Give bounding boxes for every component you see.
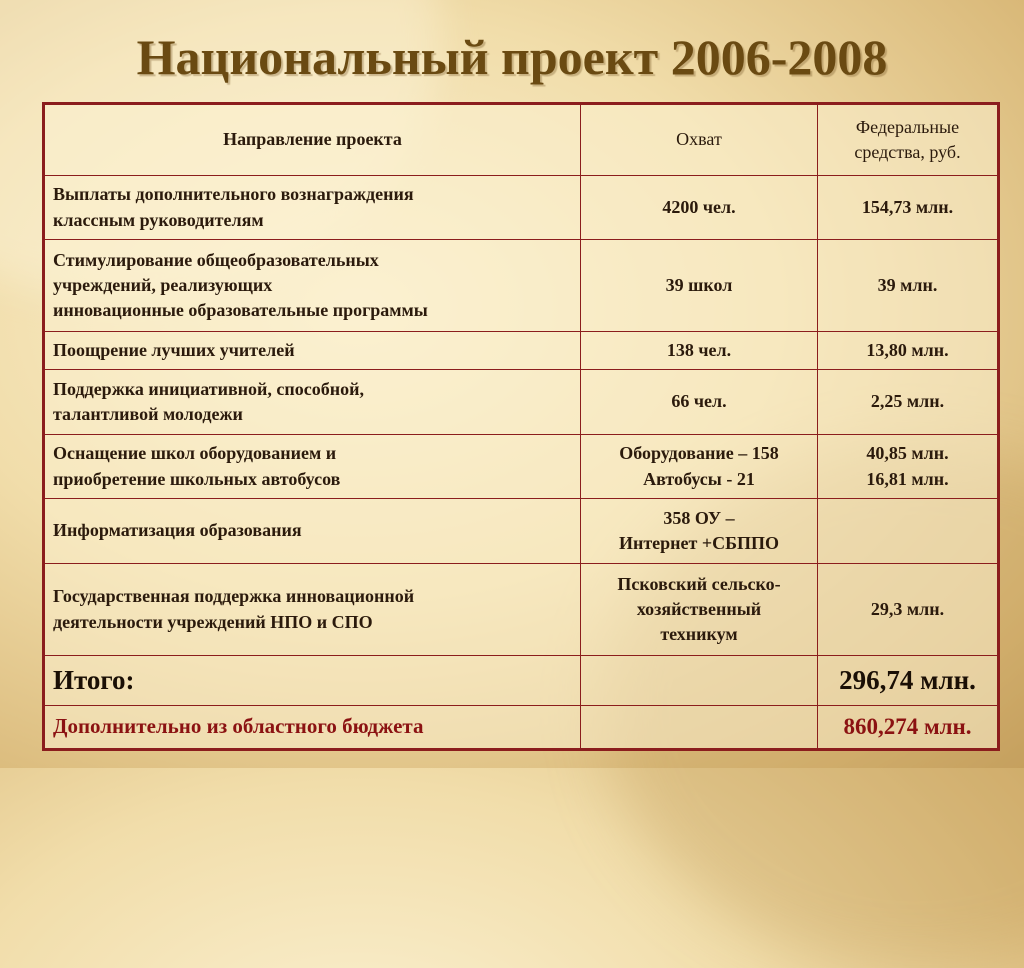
cell-direction: [44, 240, 581, 332]
cell-direction-line: талантливой молодежи: [53, 404, 243, 424]
cell-direction-line: Стимулирование общеобразовательных: [53, 249, 379, 270]
table-row: [44, 370, 999, 435]
header-funds: [818, 104, 999, 176]
table-row: [44, 240, 999, 332]
cell-coverage-line: техникум: [660, 624, 738, 645]
cell-direction: [44, 370, 581, 435]
regional-budget-coverage: [581, 706, 818, 750]
page-title: Национальный проект 2006-2008: [136, 29, 888, 85]
cell-direction-line: Информатизация образования: [53, 520, 302, 541]
table-row: [44, 435, 999, 499]
regional-budget-funds: 860,274 млн.: [818, 706, 999, 750]
header-direction: Направление проекта: [44, 104, 581, 176]
table-row: [44, 564, 999, 656]
regional-budget-label: Дополнительно из областного бюджета: [44, 706, 581, 750]
cell-funds: [818, 370, 999, 435]
cell-funds: [818, 499, 999, 564]
table-row: [44, 332, 999, 370]
cell-funds: [818, 176, 999, 240]
cell-funds: [818, 564, 999, 656]
total-label: Итого:: [44, 656, 581, 706]
cell-funds-line: 16,81 млн.: [866, 468, 949, 489]
project-table: [42, 102, 1000, 751]
regional-budget-row: [44, 706, 999, 750]
cell-coverage-line: 138 чел.: [666, 339, 732, 360]
cell-funds-line: 13,80 млн.: [866, 339, 949, 360]
cell-funds: [818, 240, 999, 332]
cell-funds-line: 40,85 млн.: [866, 443, 949, 464]
total-coverage: [581, 656, 818, 706]
cell-direction: [44, 435, 581, 499]
cell-coverage: [581, 370, 818, 435]
cell-coverage-line: 39 школ: [665, 274, 733, 295]
cell-coverage-line: 4200 чел.: [662, 196, 736, 217]
cell-coverage: [581, 564, 818, 656]
cell-direction-line: Поощрение лучших учителей: [53, 339, 295, 360]
cell-coverage-line: Интернет +СБППО: [618, 533, 780, 553]
cell-funds: [818, 435, 999, 499]
cell-direction-line: деятельности учреждений НПО и СПО: [53, 611, 373, 632]
header-row: [44, 104, 999, 176]
cell-direction-line: Оснащение школ оборудованием и: [53, 443, 337, 464]
table-row: [44, 176, 999, 240]
header-funds-line1: Федеральные: [855, 116, 960, 137]
cell-direction-line: Выплаты дополнительного вознаграждения: [53, 184, 414, 205]
cell-coverage: [581, 240, 818, 332]
cell-coverage-line: Оборудование – 158: [619, 443, 779, 464]
cell-direction-line: приобретение школьных автобусов: [53, 468, 341, 489]
cell-coverage-line: Псковский сельско-: [617, 573, 781, 594]
header-coverage: Охват: [581, 104, 818, 176]
cell-funds-line: 39 млн.: [877, 274, 938, 295]
cell-funds-line: 29,3 млн.: [870, 598, 945, 619]
cell-coverage: [581, 499, 818, 564]
cell-direction: [44, 332, 581, 370]
cell-coverage: [581, 435, 818, 499]
total-funds: 296,74 млн.: [818, 656, 999, 706]
cell-funds: [818, 332, 999, 370]
cell-coverage-line: 66 чел.: [671, 391, 727, 412]
cell-direction: [44, 564, 581, 656]
cell-coverage-line: 358 ОУ –: [663, 507, 735, 528]
cell-coverage-line: Автобусы - 21: [643, 468, 755, 489]
cell-direction-line: учреждений, реализующих: [53, 274, 273, 295]
cell-direction-line: Государственная поддержка инновационной: [53, 586, 415, 607]
cell-direction: [44, 176, 581, 240]
cell-direction-line: инновационные образовательные программы: [53, 300, 428, 321]
cell-coverage-line: хозяйственный: [636, 598, 762, 619]
total-row: [44, 656, 999, 706]
cell-funds-line: 154,73 млн.: [861, 196, 954, 217]
cell-direction-line: Поддержка инициативной, способной,: [53, 378, 365, 399]
table-row: [44, 499, 999, 564]
cell-direction: [44, 499, 581, 564]
cell-coverage: [581, 176, 818, 240]
cell-funds-line: 2,25 млн.: [870, 391, 945, 412]
cell-direction-line: классным руководителям: [53, 209, 264, 230]
header-funds-line2: средства, руб.: [854, 142, 961, 162]
cell-coverage: [581, 332, 818, 370]
